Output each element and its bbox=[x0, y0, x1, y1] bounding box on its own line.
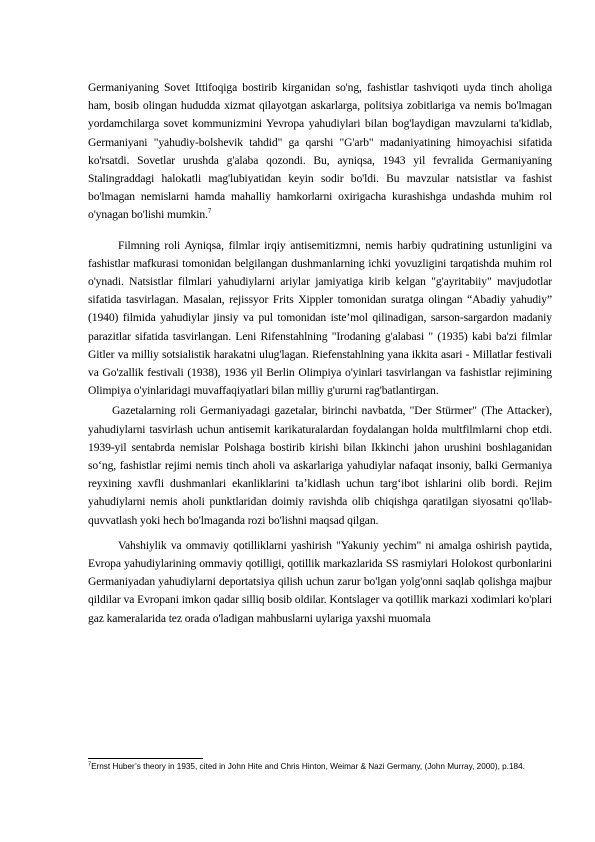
paragraph-1 bbox=[88, 79, 552, 225]
paragraph-1-text: Germaniyaning Sovet Ittifoqiga bostirib kirganidan so'ng, fashistlar tashviqoti uyda tinch aholiga ham, bosib olingan hududda xizmat qilayotgan askarlarga, politsiya zobitlariga va nemis bo'lmagan yordamchilarga sovet kommunizmini Yevropa yahudiylari bilan bog'laydigan mavzularni ta'kidlab, Germaniyani "yahudiy-bolshevik tahdid" ga qarshi "G'arb" madaniyatining himoyachisi sifatida ko'rsatdi. Sovetlar urushda g'alaba qozondi. Bu, ayniqsa, 1943 yil fevralida Germaniyaning Stalingraddagi halokatli mag'lubiyatidan keyin sodir bo'ldi. Bu mavzular natsistlar va fashist bo'lmagan nemislarni hamda mahalliy hamkorlarni oxirigacha kurashishga undashda muhim rol o'ynagan bo'lishi mumkin. bbox=[88, 81, 552, 222]
footnote-reference[interactable]: 7 bbox=[207, 207, 212, 216]
document-body bbox=[88, 79, 552, 628]
paragraph-4: Vahshiylik va ommaviy qotilliklarni yashirish "Yakuniy yechim" ni amalga oshirish paytida, Evropa yahudiylarining ommaviy qotilligi, qotillik markazlarida SS rasmiylari Holokost qurbonlarini Germaniyadan yahudiylarni deportatsiya qilish uchun zarur bo'lgan yolg'onni saqlab qolishga majbur qildilar va Evropani imkon qadar silliq bosib oldilar. Kontslager va qotillik markazi xodimlari ko'plari gaz kameralarida tez orada o'ladigan mahbuslarni uylariga yaxshi muomala bbox=[88, 538, 552, 625]
footnote-text: Ernst Huber’s theory in 1935, cited in John Hite and Chris Hinton, Weimar & Nazi Germany, (John Murray, 2000), p.184. bbox=[91, 762, 525, 771]
paragraph-2: Filmning roli Ayniqsa, filmlar irqiy antisemitizmni, nemis harbiy qudratining ustunligini va fashistlar mafkurasi tomonidan belgilangan dushmanlarning ichki yovuzligini tarqatishda muhim rol o'ynadi. Natsistlar filmlari yahudiylarni ariylar jamiyatiga kirib kelgan "g'ayritabiiy" mavjudotlar sifatida tasvirlagan. Masalan, rejissyor Frits Xippler tomonidan suratga olingan “Abadiy yahudiy” (1940) filmida yahudiylar jinsiy va pul tomonidan iste’mol qilinadigan, sarson-sargardon madaniy parazitlar sifatida tasvirlangan. Leni Rifenstahlning "Irodaning g'alabasi " (1935) kabi ba'zi filmlar Gitler va milliy sotsialistik harakatni ulug'lagan. Riefenstahlning yana ikkita asari - Millatlar festivali va Go'zallik festivali (1938), 1936 yil Berlin Olimpiya o'yinlari tasvirlangan va fashistlar rejimining Olimpiya o'yinlaridagi muvaffaqiyatlari bilan milliy g'ururni rag'batlantirgan. bbox=[88, 238, 552, 398]
paragraph-3: Gazetalarning roli Germaniyadagi gazetalar, birinchi navbatda, "Der Stürmer" (The Attacker), yahudiylarni tasvirlash uchun antisemit karikaturalardan foydalangan holda multfilmlarni chop etdi. 1939-yil sentabrda nemislar Polshaga bostirib kirishi bilan Ikkinchi jahon urushini boshlaganidan soʻng, fashistlar rejimi nemis tinch aholi va askarlariga yahudiylar nafaqat insoniy, balki Germaniya reyxining xavfli dushmanlari ekanliklarini taʼkidlash uchun targʻibot ishlarini olib bordi. Rejim yahudiylarni nemis aholi punktlaridan doimiy ravishda olib chiqishga qaratilgan siyosatni qo'llab-quvvatlash yoki hech bo'lmaganda rozi bo'lishni maqsad qilgan. bbox=[88, 404, 552, 527]
footnote bbox=[88, 761, 552, 773]
footnote-number: 7 bbox=[88, 761, 92, 768]
footnote-divider bbox=[88, 758, 203, 759]
